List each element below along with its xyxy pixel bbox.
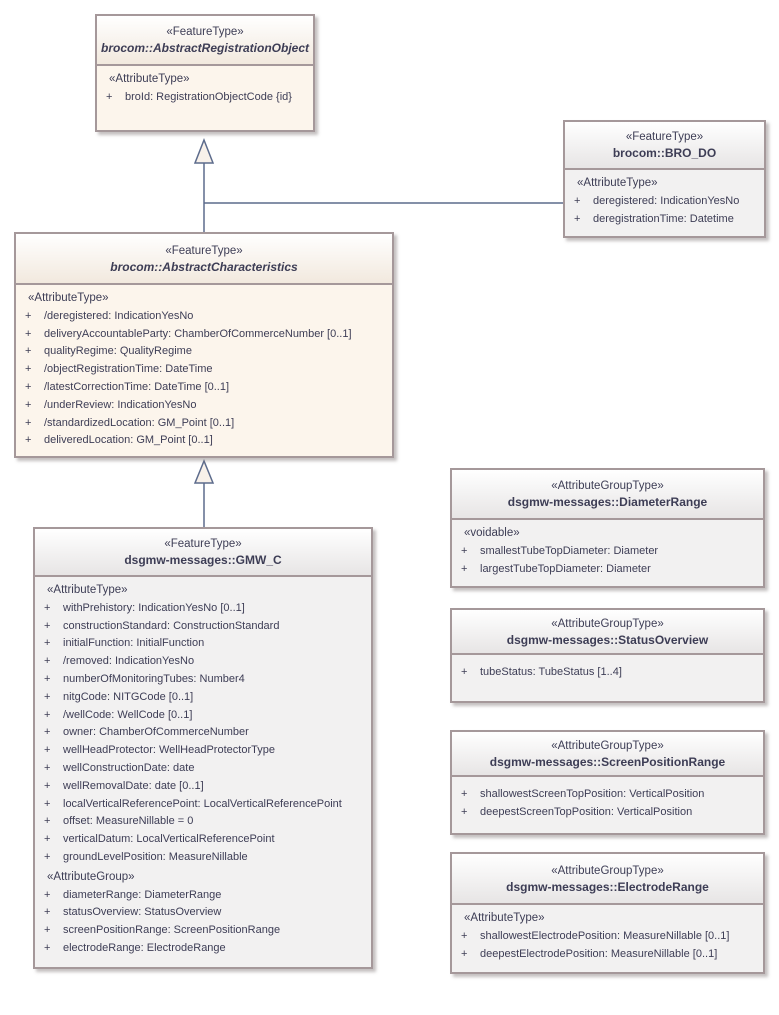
- visibility-symbol: +: [44, 888, 51, 901]
- visibility-symbol: +: [461, 544, 468, 557]
- attribute-text: groundLevelPosition: MeasureNillable: [63, 850, 248, 863]
- attribute-text: broId: RegistrationObjectCode {id}: [125, 90, 292, 103]
- class-header: [452, 854, 763, 905]
- attribute-text: /objectRegistrationTime: DateTime: [44, 363, 213, 376]
- attributes-compartment: [452, 777, 763, 822]
- attribute-text: screenPositionRange: ScreenPositionRange: [63, 924, 281, 937]
- attribute-row: [565, 193, 764, 211]
- visibility-symbol: +: [574, 212, 581, 225]
- class-name: dsgmw-messages::StatusOverview: [506, 632, 709, 647]
- attribute-text: /standardizedLocation: GM_Point [0..1]: [44, 416, 235, 429]
- attributes-compartment: [97, 66, 313, 107]
- attribute-text: wellRemovalDate: date [0..1]: [63, 779, 204, 792]
- class-header: [565, 122, 764, 170]
- stereotype-label: «AttributeGroupType»: [551, 617, 664, 630]
- attribute-row: [35, 689, 371, 707]
- attribute-row: [452, 543, 763, 561]
- visibility-symbol: +: [25, 345, 32, 358]
- attribute-row: [452, 664, 763, 682]
- attribute-text: localVerticalReferencePoint: LocalVerticalReferencePoint: [63, 797, 342, 810]
- visibility-symbol: +: [44, 726, 51, 739]
- visibility-symbol: +: [25, 416, 32, 429]
- attribute-row: [35, 760, 371, 778]
- attribute-row: [35, 671, 371, 689]
- class-name: dsgmw-messages::ElectrodeRange: [506, 879, 709, 894]
- attribute-text: owner: ChamberOfCommerceNumber: [63, 726, 249, 739]
- visibility-symbol: +: [106, 90, 113, 103]
- attribute-row: [16, 343, 392, 361]
- attributes-compartment: [35, 577, 371, 958]
- class-header: [452, 732, 763, 777]
- attribute-text: smallestTubeTopDiameter: Diameter: [480, 544, 659, 557]
- section-label: «AttributeType»: [28, 292, 109, 304]
- attributes-compartment: [452, 520, 763, 578]
- attribute-text: initialFunction: InitialFunction: [63, 637, 205, 650]
- attribute-text: deliveredLocation: GM_Point [0..1]: [44, 434, 213, 447]
- attribute-text: deregistered: IndicationYesNo: [593, 194, 740, 207]
- attributes-compartment: [452, 905, 763, 963]
- class-box-abstract-registration-object[interactable]: [95, 14, 315, 132]
- stereotype-label: «AttributeGroupType»: [551, 480, 664, 492]
- attribute-row: [35, 724, 371, 742]
- visibility-symbol: +: [574, 194, 581, 207]
- attribute-row: [565, 211, 764, 229]
- attribute-row: [16, 326, 392, 344]
- visibility-symbol: +: [44, 797, 51, 810]
- stereotype-label: «FeatureType»: [165, 244, 243, 257]
- visibility-symbol: +: [44, 637, 51, 650]
- attribute-row: [35, 778, 371, 796]
- visibility-symbol: +: [461, 805, 468, 818]
- attribute-row: [35, 796, 371, 814]
- section-label: «AttributeGroup»: [47, 870, 135, 883]
- class-header: [97, 16, 313, 66]
- attribute-row: [16, 397, 392, 415]
- section-label: «AttributeType»: [109, 73, 190, 85]
- attribute-text: largestTubeTopDiameter: Diameter: [480, 562, 651, 575]
- attribute-row: [35, 742, 371, 760]
- attribute-text: qualityRegime: QualityRegime: [44, 345, 192, 358]
- stereotype-label: «FeatureType»: [166, 26, 244, 38]
- class-box-electrode-range[interactable]: [450, 852, 765, 974]
- attribute-row: [16, 308, 392, 326]
- visibility-symbol: +: [44, 850, 51, 863]
- attribute-row: [452, 561, 763, 579]
- visibility-symbol: +: [461, 929, 468, 942]
- class-header: [452, 470, 763, 520]
- visibility-symbol: +: [25, 309, 32, 322]
- attributes-compartment: [16, 285, 392, 450]
- attribute-text: nitgCode: NITGCode [0..1]: [63, 690, 194, 703]
- visibility-symbol: +: [44, 601, 51, 614]
- class-box-status-overview[interactable]: [450, 608, 765, 703]
- attribute-text: tubeStatus: TubeStatus [1..4]: [480, 666, 622, 678]
- visibility-symbol: +: [461, 562, 468, 575]
- attribute-row: [16, 432, 392, 450]
- class-header: [35, 529, 371, 577]
- attribute-row: [35, 922, 371, 940]
- stereotype-label: «AttributeGroupType»: [551, 864, 664, 877]
- visibility-symbol: +: [461, 947, 468, 960]
- class-box-screen-position-range[interactable]: [450, 730, 765, 835]
- visibility-symbol: +: [44, 779, 51, 792]
- visibility-symbol: +: [44, 690, 51, 703]
- section-label: «voidable»: [464, 527, 520, 539]
- attribute-row: [35, 635, 371, 653]
- class-box-gmw-c[interactable]: [33, 527, 373, 969]
- attribute-text: diameterRange: DiameterRange: [63, 888, 222, 901]
- visibility-symbol: +: [25, 380, 32, 393]
- visibility-symbol: +: [25, 327, 32, 340]
- attribute-text: electrodeRange: ElectrodeRange: [63, 941, 226, 954]
- attribute-text: shallowestScreenTopPosition: VerticalPosition: [480, 788, 705, 800]
- section-label: «AttributeType»: [464, 912, 545, 924]
- visibility-symbol: +: [44, 924, 51, 937]
- visibility-symbol: +: [25, 363, 32, 376]
- visibility-symbol: +: [44, 708, 51, 721]
- visibility-symbol: +: [44, 744, 51, 757]
- class-name: brocom::AbstractCharacteristics: [110, 259, 298, 274]
- visibility-symbol: +: [44, 619, 51, 632]
- class-name: dsgmw-messages::ScreenPositionRange: [489, 754, 726, 769]
- attribute-text: deregistrationTime: Datetime: [593, 212, 734, 225]
- visibility-symbol: +: [44, 906, 51, 919]
- visibility-symbol: +: [461, 788, 468, 800]
- class-header: [16, 234, 392, 285]
- section-label: «AttributeType»: [577, 177, 658, 189]
- attribute-text: deepestElectrodePosition: MeasureNillable [0..1]: [480, 947, 718, 960]
- attribute-row: [16, 361, 392, 379]
- visibility-symbol: +: [25, 434, 32, 447]
- attribute-row: [35, 904, 371, 922]
- attribute-row: [35, 600, 371, 618]
- class-name: brocom::BRO_DO: [612, 146, 717, 160]
- class-header: [452, 610, 763, 655]
- attribute-row: [97, 89, 313, 107]
- class-box-diameter-range[interactable]: [450, 468, 765, 588]
- attribute-text: /underReview: IndicationYesNo: [44, 398, 197, 411]
- attribute-text: shallowestElectrodePosition: MeasureNillable [0..1]: [480, 929, 730, 942]
- attribute-text: offset: MeasureNillable = 0: [63, 815, 194, 828]
- attribute-row: [452, 786, 763, 804]
- visibility-symbol: +: [44, 815, 51, 828]
- class-name: dsgmw-messages::DiameterRange: [507, 495, 708, 509]
- attribute-text: deliveryAccountableParty: ChamberOfCommerceNumber [0..1]: [44, 327, 352, 340]
- attribute-row: [35, 887, 371, 905]
- attribute-row: [16, 415, 392, 433]
- generalization-arrowhead-to-abstract-characteristics: [195, 461, 213, 483]
- attribute-row: [35, 707, 371, 725]
- class-box-bro-do[interactable]: [563, 120, 766, 238]
- attribute-text: deepestScreenTopPosition: VerticalPosition: [480, 805, 693, 818]
- attribute-text: /wellCode: WellCode [0..1]: [63, 708, 193, 721]
- attribute-text: /removed: IndicationYesNo: [63, 655, 195, 668]
- visibility-symbol: +: [44, 672, 51, 685]
- attribute-text: verticalDatum: LocalVerticalReferencePoint: [63, 833, 275, 846]
- visibility-symbol: +: [461, 666, 468, 678]
- attribute-row: [35, 653, 371, 671]
- attribute-text: statusOverview: StatusOverview: [63, 906, 222, 919]
- attribute-text: constructionStandard: ConstructionStandard: [63, 619, 280, 632]
- attribute-row: [35, 813, 371, 831]
- attribute-text: /latestCorrectionTime: DateTime [0..1]: [44, 380, 230, 393]
- attribute-text: withPrehistory: IndicationYesNo [0..1]: [63, 601, 245, 614]
- attribute-row: [452, 928, 763, 946]
- section-label: «AttributeType»: [47, 584, 128, 596]
- generalization-arrowhead-to-abstract-registration-object: [195, 140, 213, 163]
- attribute-row: [452, 946, 763, 964]
- visibility-symbol: +: [44, 941, 51, 954]
- visibility-symbol: +: [44, 833, 51, 846]
- attribute-text: /deregistered: IndicationYesNo: [44, 309, 194, 322]
- attribute-text: wellHeadProtector: WellHeadProtectorType: [63, 744, 275, 757]
- attribute-row: [452, 804, 763, 822]
- stereotype-label: «AttributeGroupType»: [551, 739, 664, 752]
- attribute-row: [35, 831, 371, 849]
- stereotype-label: «FeatureType»: [164, 538, 242, 550]
- attribute-text: wellConstructionDate: date: [63, 761, 195, 774]
- visibility-symbol: +: [44, 655, 51, 668]
- visibility-symbol: +: [25, 398, 32, 411]
- attribute-row: [35, 849, 371, 867]
- attributes-compartment: [452, 655, 763, 682]
- attribute-row: [16, 379, 392, 397]
- stereotype-label: «FeatureType»: [625, 131, 704, 143]
- class-name: dsgmw-messages::GMW_C: [124, 553, 282, 567]
- visibility-symbol: +: [44, 761, 51, 774]
- attributes-compartment: [565, 170, 764, 228]
- class-box-abstract-characteristics[interactable]: [14, 232, 394, 458]
- attribute-row: [35, 940, 371, 958]
- attribute-text: numberOfMonitoringTubes: Number4: [63, 672, 245, 685]
- attribute-row: [35, 618, 371, 636]
- class-name: brocom::AbstractRegistrationObject: [100, 41, 310, 55]
